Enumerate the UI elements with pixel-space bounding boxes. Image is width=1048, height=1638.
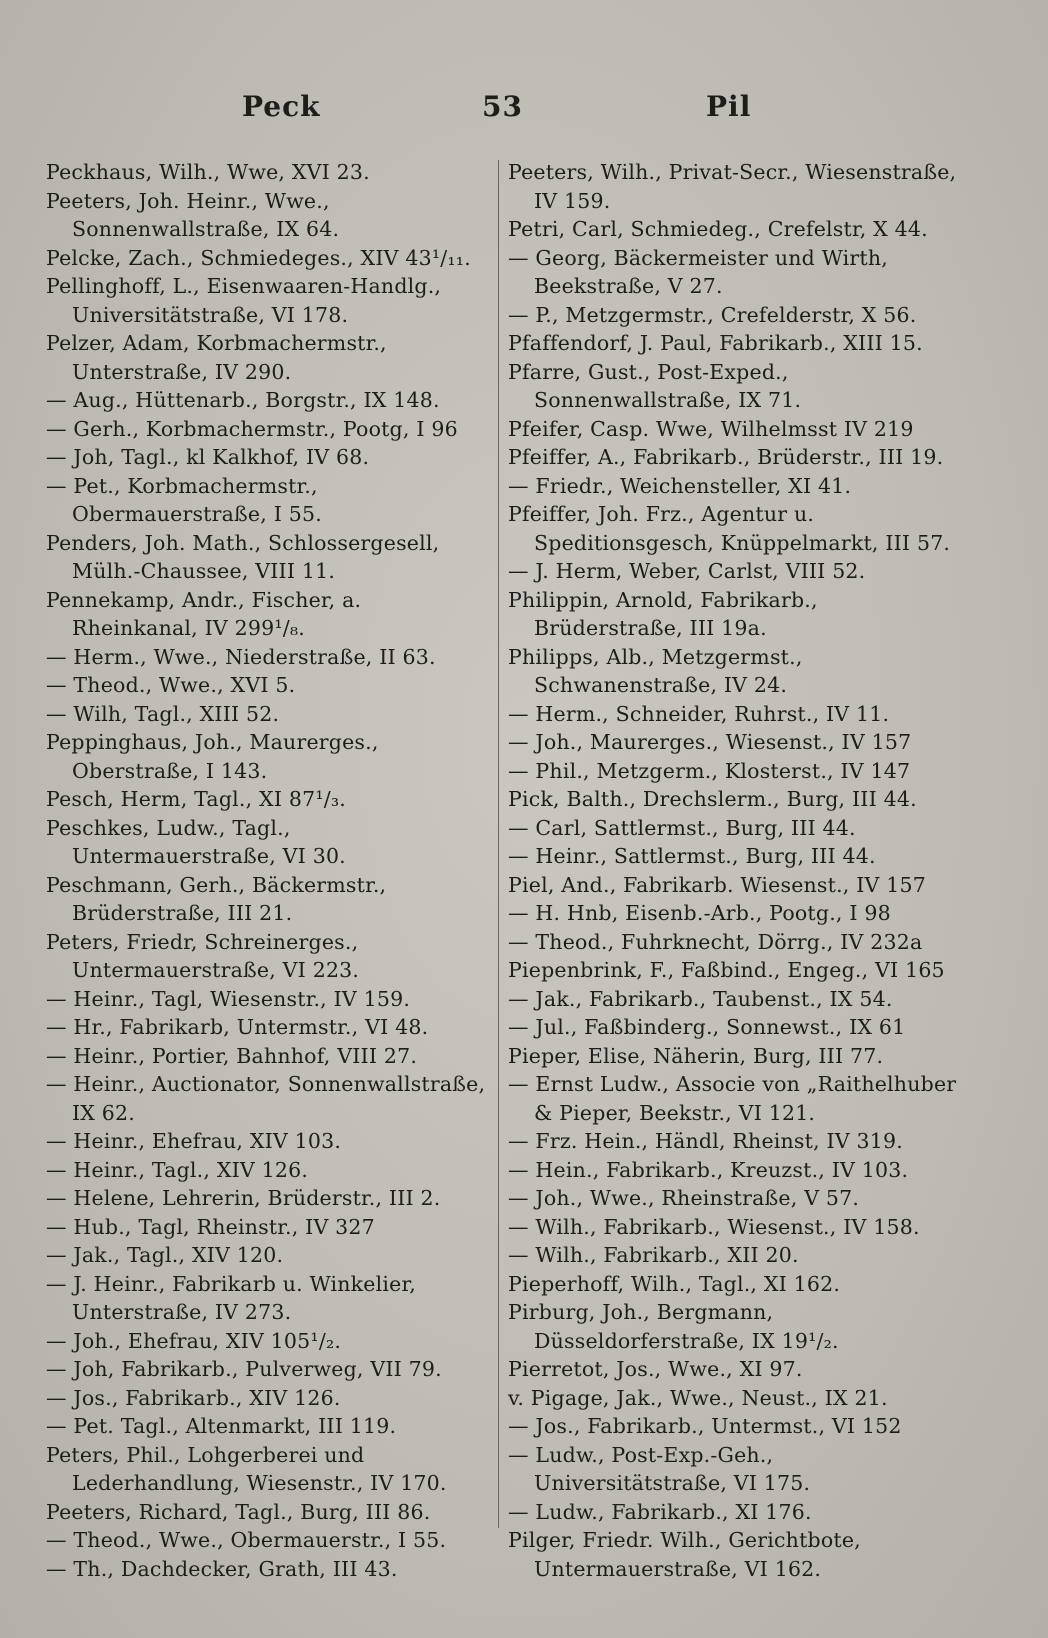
directory-entry: — Ludw., Post-Exp.-Geh., Universitätstraße, VI 175. (508, 1442, 811, 1495)
directory-entry: — Jos., Fabrikarb., XIV 126. (46, 1385, 341, 1410)
directory-entry: — Friedr., Weichensteller, XI 41. (508, 473, 852, 498)
directory-entry: — Hr., Fabrikarb, Untermstr., VI 48. (46, 1015, 429, 1039)
directory-entry: — Joh, Fabrikarb., Pulverweg, VII 79. (46, 1357, 442, 1381)
directory-entry: — Heinr., Ehefrau, XIV 103. (46, 1129, 342, 1153)
directory-entry: — Jos., Fabrikarb., Untermst., VI 152 (508, 1414, 902, 1438)
directory-entry: — Helene, Lehrerin, Brüderstr., III 2. (46, 1186, 441, 1210)
directory-entry: Peckhaus, Wilh., Wwe, XVI 23. (46, 160, 370, 184)
page-header (0, 90, 1048, 134)
header-last-name: Pil (706, 90, 752, 123)
directory-entry: — Ernst Ludw., Associe von „Raithelhuber & Pieper, Beekstr., VI 121. (508, 1072, 957, 1125)
directory-entry: Pesch, Herm, Tagl., XI 87¹/₃. (46, 787, 347, 811)
directory-entry: Pfaffendorf, J. Paul, Fabrikarb., XIII 15. (508, 331, 923, 355)
directory-entry: Pfeifer, Casp. Wwe, Wilhelmsst IV 219 (508, 416, 914, 441)
directory-entry: Pick, Balth., Drechslerm., Burg, III 44. (508, 787, 917, 811)
directory-entry: — Ludw., Fabrikarb., XI 176. (508, 1499, 812, 1524)
directory-entry: Pieper, Elise, Näherin, Burg, III 77. (508, 1043, 884, 1068)
directory-entry: — Phil., Metzgerm., Klosterst., IV 147 (508, 758, 911, 783)
directory-entry: Pellinghoff, L., Eisenwaaren-Handlg., Universitätstraße, VI 178. (46, 274, 442, 327)
directory-entry: — Pet., Korbmachermstr., Obermauerstraße, I 55. (46, 473, 322, 526)
directory-entry: — Jak., Fabrikarb., Taubenst., IX 54. (508, 986, 893, 1011)
directory-entry: — Herm., Schneider, Ruhrst., IV 11. (508, 701, 890, 726)
directory-entry: Pieperhoff, Wilh., Tagl., XI 162. (508, 1271, 841, 1296)
directory-entry: Pilger, Friedr. Wilh., Gerichtbote, Untermauerstraße, VI 162. (508, 1528, 861, 1581)
column-divider (498, 160, 499, 1528)
directory-entry: — Joh, Tagl., kl Kalkhof, IV 68. (46, 445, 370, 469)
directory-entry: Pfarre, Gust., Post-Exped., Sonnenwallstraße, IX 71. (508, 359, 802, 412)
directory-entry: Peschmann, Gerh., Bäckermstr., Brüderstraße, III 21. (46, 872, 387, 925)
directory-entry: Pierretot, Jos., Wwe., XI 97. (508, 1357, 803, 1381)
directory-entry: Pirburg, Joh., Bergmann, Düsseldorferstraße, IX 19¹/₂. (508, 1300, 839, 1353)
directory-entry: — Joh., Wwe., Rheinstraße, V 57. (508, 1186, 860, 1210)
directory-entry: Pfeiffer, Joh. Frz., Agentur u. Speditionsgesch, Knüppelmarkt, III 57. (508, 502, 951, 555)
directory-entry: — Carl, Sattlermst., Burg, III 44. (508, 815, 856, 840)
directory-entry: — Hub., Tagl, Rheinstr., IV 327 (46, 1214, 375, 1239)
directory-entry: Philipps, Alb., Metzgermst., Schwanenstraße, IV 24. (508, 644, 803, 697)
directory-entry: — Joh., Ehefrau, XIV 105¹/₂. (46, 1328, 342, 1353)
directory-entry: — Wilh., Fabrikarb., XII 20. (508, 1243, 799, 1267)
directory-entry: — Frz. Hein., Händl, Rheinst, IV 319. (508, 1129, 903, 1153)
directory-entry: Peeters, Joh. Heinr., Wwe., Sonnenwallstraße, IX 64. (46, 188, 340, 241)
directory-entry: Pfeiffer, A., Fabrikarb., Brüderstr., III 19. (508, 445, 944, 469)
directory-entry: Philippin, Arnold, Fabrikarb., Brüderstraße, III 19a. (508, 587, 818, 640)
directory-entry: Peeters, Richard, Tagl., Burg, III 86. (46, 1499, 431, 1524)
directory-entry: Piepenbrink, F., Faßbind., Engeg., VI 165 (508, 958, 945, 982)
directory-entry: — Herm., Wwe., Niederstraße, II 63. (46, 644, 436, 669)
directory-entry: — P., Metzgermstr., Crefelderstr, X 56. (508, 302, 917, 327)
directory-entry: — Aug., Hüttenarb., Borgstr., IX 148. (46, 388, 440, 412)
directory-entry: — Heinr., Portier, Bahnhof, VIII 27. (46, 1043, 418, 1068)
directory-entry: Petri, Carl, Schmiedeg., Crefelstr, X 44. (508, 217, 928, 241)
right-column (508, 158, 968, 1583)
directory-entry: — Georg, Bäckermeister und Wirth, Beekstraße, V 27. (508, 245, 888, 298)
header-first-name: Peck (242, 90, 321, 123)
directory-entry: Pelcke, Zach., Schmiedeges., XIV 43¹/₁₁. (46, 245, 471, 270)
directory-entry: — Gerh., Korbmachermstr., Pootg, I 96 (46, 416, 458, 441)
directory-entry: Peppinghaus, Joh., Maurerges., Oberstraße, I 143. (46, 730, 379, 783)
directory-entry: Peters, Phil., Lohgerberei und Lederhandlung, Wiesenstr., IV 170. (46, 1442, 447, 1495)
entry-columns (46, 158, 966, 1581)
directory-entry: — Jak., Tagl., XIV 120. (46, 1243, 284, 1267)
directory-entry: — Theod., Fuhrknecht, Dörrg., IV 232a (508, 929, 923, 954)
directory-entry: — Heinr., Tagl., XIV 126. (46, 1157, 309, 1182)
directory-entry: — Heinr., Auctionator, Sonnenwallstraße, IX 62. (46, 1072, 486, 1125)
directory-entry: — J. Herm, Weber, Carlst, VIII 52. (508, 559, 866, 583)
directory-entry: — Pet. Tagl., Altenmarkt, III 119. (46, 1414, 397, 1438)
directory-entry: Pelzer, Adam, Korbmachermstr., Unterstraße, IV 290. (46, 331, 387, 384)
directory-entry: Penders, Joh. Math., Schlossergesell, Mülh.-Chaussee, VIII 11. (46, 530, 440, 583)
directory-entry: Peeters, Wilh., Privat-Secr., Wiesenstraße, IV 159. (508, 160, 957, 213)
directory-entry: — Heinr., Sattlermst., Burg, III 44. (508, 844, 876, 868)
directory-entry: — Theod., Wwe., Obermauerstr., I 55. (46, 1528, 447, 1552)
page-number: 53 (482, 90, 523, 123)
directory-entry: — H. Hnb, Eisenb.-Arb., Pootg., I 98 (508, 901, 891, 925)
directory-entry: — Th., Dachdecker, Grath, III 43. (46, 1556, 398, 1581)
directory-entry: Pennekamp, Andr., Fischer, a. Rheinkanal, IV 299¹/₈. (46, 587, 362, 640)
directory-entry: Peters, Friedr, Schreinerges., Untermauerstraße, VI 223. (46, 929, 360, 982)
directory-entry: — Wilh., Fabrikarb., Wiesenst., IV 158. (508, 1214, 920, 1239)
directory-entry: Peschkes, Ludw., Tagl., Untermauerstraße, VI 30. (46, 815, 346, 868)
directory-entry: — J. Heinr., Fabrikarb u. Winkelier, Unterstraße, IV 273. (46, 1271, 416, 1324)
left-column (46, 158, 491, 1583)
directory-entry: — Hein., Fabrikarb., Kreuzst., IV 103. (508, 1157, 909, 1182)
directory-entry: — Wilh, Tagl., XIII 52. (46, 701, 280, 726)
directory-entry: — Heinr., Tagl, Wiesenstr., IV 159. (46, 986, 411, 1011)
directory-entry: — Theod., Wwe., XVI 5. (46, 673, 296, 697)
directory-entry: v. Pigage, Jak., Wwe., Neust., IX 21. (508, 1385, 888, 1410)
directory-entry: — Jul., Faßbinderg., Sonnewst., IX 61 (508, 1015, 906, 1039)
directory-entry: — Joh., Maurerges., Wiesenst., IV 157 (508, 730, 912, 754)
directory-entry: Piel, And., Fabrikarb. Wiesenst., IV 157 (508, 872, 926, 897)
